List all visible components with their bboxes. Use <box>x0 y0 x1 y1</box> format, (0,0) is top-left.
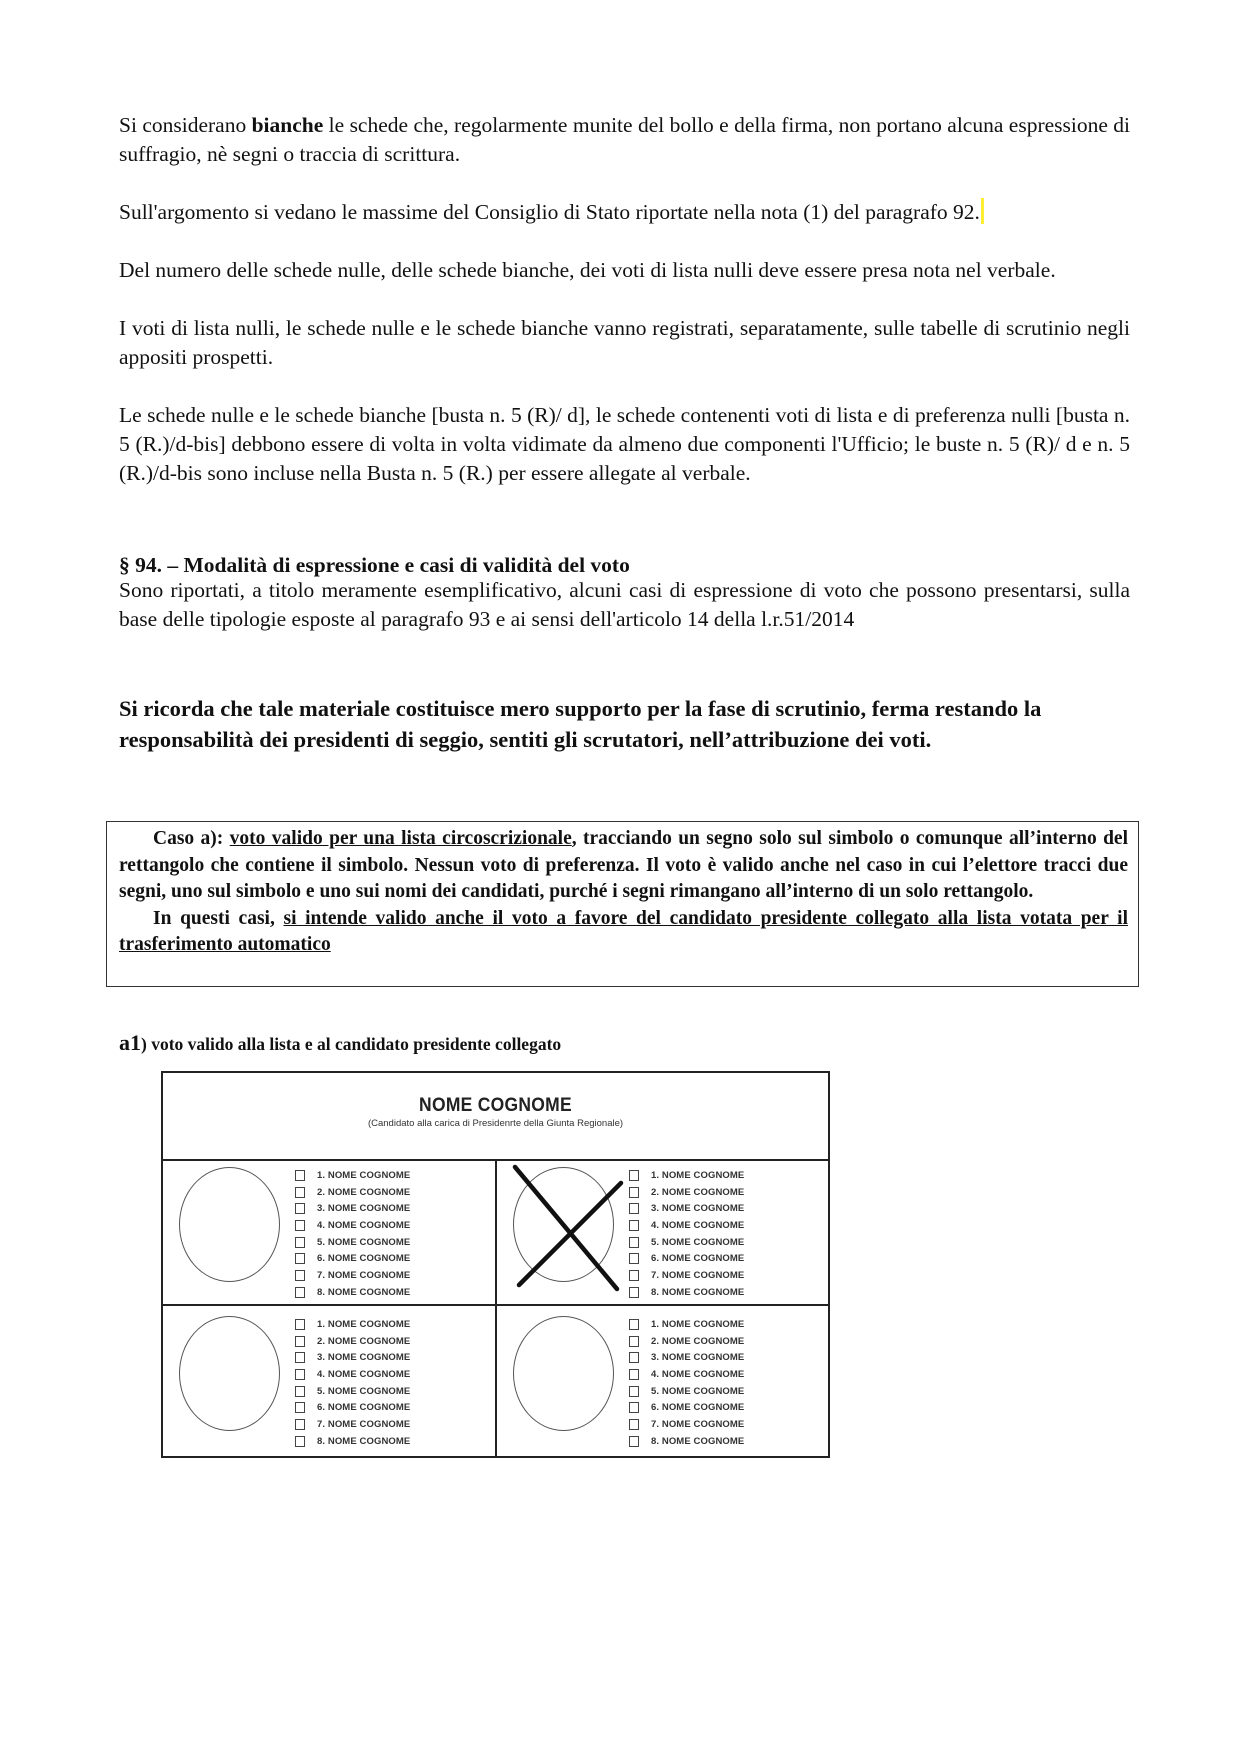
preference-checkbox[interactable] <box>629 1402 639 1413</box>
candidate-name: 1. NOME COGNOME <box>317 1318 411 1330</box>
candidate-name: 1. NOME COGNOME <box>317 1169 411 1181</box>
candidate-row <box>629 1333 744 1350</box>
candidate-list <box>295 1316 410 1450</box>
case-a-note <box>119 906 1128 959</box>
preference-checkbox[interactable] <box>295 1352 305 1363</box>
case-label: Caso a): <box>153 828 230 849</box>
section-heading: § 94. – Modalità di espressione e casi di validità del voto <box>119 553 630 577</box>
list-symbol-circle <box>179 1316 280 1431</box>
x-mark-icon <box>505 1159 635 1297</box>
candidate-name: 3. NOME COGNOME <box>317 1352 411 1364</box>
candidate-row <box>629 1383 744 1400</box>
list-cell-top-right <box>497 1159 828 1306</box>
preference-checkbox[interactable] <box>629 1386 639 1397</box>
candidate-row <box>295 1234 410 1251</box>
candidate-name: 8. NOME COGNOME <box>317 1435 411 1447</box>
candidate-name: 4. NOME COGNOME <box>651 1368 745 1380</box>
candidate-row <box>629 1366 744 1383</box>
candidate-row <box>295 1250 410 1267</box>
candidate-name: 6. NOME COGNOME <box>317 1253 411 1265</box>
candidate-row <box>629 1234 744 1251</box>
preference-checkbox[interactable] <box>295 1336 305 1347</box>
list-symbol-circle <box>513 1316 614 1431</box>
preference-checkbox[interactable] <box>295 1419 305 1430</box>
candidate-row <box>629 1250 744 1267</box>
case-note-underlined: si intende valido anche il voto a favore del candidato presidente collegato alla lista votata per il trasferimento automatico <box>119 907 1128 956</box>
preference-checkbox[interactable] <box>295 1287 305 1298</box>
preference-checkbox[interactable] <box>295 1253 305 1264</box>
ballot-header <box>163 1073 828 1161</box>
text: le schede che, regolarmente munite del bollo e della firma, non portano alcuna espressione di suffragio, nè segni o traccia di scrittura. <box>119 113 1131 166</box>
bold-term: bianche <box>251 113 324 137</box>
candidate-row <box>295 1200 410 1217</box>
text: Si considerano <box>119 113 252 137</box>
candidate-name: 2. NOME COGNOME <box>317 1335 411 1347</box>
preference-checkbox[interactable] <box>295 1203 305 1214</box>
case-note-pre: In questi casi, <box>153 907 284 929</box>
president-name: NOME COGNOME <box>419 1095 572 1116</box>
preference-checkbox[interactable] <box>629 1237 639 1248</box>
candidate-row <box>295 1416 410 1433</box>
section-intro: Sono riportati, a titolo meramente esemplificativo, alcuni casi di espressione di voto che possono presentarsi, sulla base delle tipologie esposte al paragrafo 93 e ai sensi dell'articolo 14 della l.r.51/2014 <box>119 578 1130 631</box>
preference-checkbox[interactable] <box>629 1270 639 1281</box>
list-cell-bottom-right <box>497 1306 828 1456</box>
candidate-list <box>629 1316 744 1450</box>
preference-checkbox[interactable] <box>295 1270 305 1281</box>
preference-checkbox[interactable] <box>629 1352 639 1363</box>
paragraph-blank-ballots <box>119 111 1130 169</box>
example-a1-label <box>119 1030 561 1056</box>
candidate-row <box>629 1184 744 1201</box>
paragraph-council-reference <box>119 198 1130 227</box>
preference-checkbox[interactable] <box>295 1369 305 1380</box>
list-symbol-circle <box>179 1167 280 1282</box>
preference-checkbox[interactable] <box>629 1220 639 1231</box>
candidate-name: 7. NOME COGNOME <box>651 1269 745 1281</box>
preference-checkbox[interactable] <box>295 1402 305 1413</box>
candidate-name: 5. NOME COGNOME <box>317 1385 411 1397</box>
paragraph-envelopes: Le schede nulle e le schede bianche [busta n. 5 (R)/ d], le schede contenenti voti di lista e di preferenza nulli [busta n. 5 (R.)/d-bis] debbono essere di volta in volta vidimate da almeno due componenti l'Ufficio; le buste n. 5 (R)/ d e n. 5 (R.)/d-bis sono incluse nella Busta n. 5 (R.) per essere allegate al verbale. <box>119 403 1130 485</box>
text: Sull'argomento si vedano le massime del Consiglio di Stato riportate nella nota (1) del paragrafo 92. <box>119 200 980 224</box>
preference-checkbox[interactable] <box>629 1319 639 1330</box>
candidate-name: 5. NOME COGNOME <box>317 1236 411 1248</box>
candidate-name: 4. NOME COGNOME <box>317 1368 411 1380</box>
preference-checkbox[interactable] <box>629 1336 639 1347</box>
example-prefix: a1 <box>119 1030 141 1055</box>
candidate-row <box>629 1200 744 1217</box>
preference-checkbox[interactable] <box>295 1436 305 1447</box>
candidate-name: 7. NOME COGNOME <box>317 1418 411 1430</box>
candidate-row <box>629 1217 744 1234</box>
candidate-row <box>295 1167 410 1184</box>
paragraph-record-note: Del numero delle schede nulle, delle schede bianche, dei voti di lista nulli deve essere presa nota nel verbale. <box>119 258 1056 282</box>
candidate-name: 2. NOME COGNOME <box>651 1186 745 1198</box>
preference-checkbox[interactable] <box>295 1170 305 1181</box>
preference-checkbox[interactable] <box>629 1187 639 1198</box>
candidate-row <box>295 1184 410 1201</box>
candidate-name: 7. NOME COGNOME <box>317 1269 411 1281</box>
candidate-list <box>629 1167 744 1301</box>
example-text: ) voto valido alla lista e al candidato presidente collegato <box>141 1034 562 1054</box>
candidate-name: 4. NOME COGNOME <box>651 1219 745 1231</box>
candidate-name: 8. NOME COGNOME <box>317 1286 411 1298</box>
candidate-list <box>295 1167 410 1301</box>
list-cell-bottom-left <box>163 1306 497 1456</box>
preference-checkbox[interactable] <box>629 1369 639 1380</box>
case-a-box <box>106 821 1139 987</box>
president-subtitle: (Candidato alla carica di Presidenrte della Giunta Regionale) <box>367 1118 624 1129</box>
ballot-example <box>161 1071 830 1458</box>
responsibility-note: Si ricorda che tale materiale costituisce mero supporto per la fase di scrutinio, ferma restando la responsabilità dei presidenti di seggio, sentiti gli scrutatori, nell’attribuzione dei voti. <box>119 696 1042 752</box>
candidate-row <box>629 1399 744 1416</box>
candidate-row <box>295 1217 410 1234</box>
preference-checkbox[interactable] <box>629 1436 639 1447</box>
preference-checkbox[interactable] <box>629 1253 639 1264</box>
candidate-row <box>629 1349 744 1366</box>
candidate-name: 1. NOME COGNOME <box>651 1318 745 1330</box>
preference-checkbox[interactable] <box>629 1419 639 1430</box>
preference-checkbox[interactable] <box>629 1170 639 1181</box>
candidate-name: 2. NOME COGNOME <box>317 1186 411 1198</box>
candidate-row <box>295 1349 410 1366</box>
candidate-name: 5. NOME COGNOME <box>651 1236 745 1248</box>
candidate-name: 4. NOME COGNOME <box>317 1219 411 1231</box>
candidate-name: 2. NOME COGNOME <box>651 1335 745 1347</box>
candidate-name: 3. NOME COGNOME <box>651 1203 745 1215</box>
candidate-row <box>295 1366 410 1383</box>
candidate-name: 8. NOME COGNOME <box>651 1435 745 1447</box>
candidate-name: 8. NOME COGNOME <box>651 1286 745 1298</box>
candidate-row <box>629 1167 744 1184</box>
candidate-row <box>629 1316 744 1333</box>
candidate-row <box>295 1433 410 1450</box>
preference-checkbox[interactable] <box>629 1203 639 1214</box>
candidate-name: 1. NOME COGNOME <box>651 1169 745 1181</box>
case-a-description <box>119 826 1128 906</box>
candidate-name: 3. NOME COGNOME <box>651 1352 745 1364</box>
list-cell-top-left <box>163 1159 497 1306</box>
paragraph-registration: I voti di lista nulli, le schede nulle e le schede bianche vanno registrati, separatamente, sulle tabelle di scrutinio negli appositi prospetti. <box>119 316 1130 369</box>
case-body: , tracciando un segno solo sul simbolo o comunque all’interno del rettangolo che contiene il simbolo. Nessun voto di preferenza. Il voto è valido anche nel caso in cui l’elettore tracci due segni, uno sul simbolo e uno sui nomi dei candidati, purché i segni rimangano all’interno di un solo rettangolo. <box>119 828 1128 903</box>
candidate-row <box>629 1284 744 1301</box>
candidate-row <box>295 1267 410 1284</box>
preference-checkbox[interactable] <box>295 1220 305 1231</box>
candidate-name: 6. NOME COGNOME <box>651 1402 745 1414</box>
candidate-row <box>295 1316 410 1333</box>
candidate-row <box>629 1267 744 1284</box>
highlight-mark <box>981 198 984 224</box>
candidate-name: 6. NOME COGNOME <box>651 1253 745 1265</box>
candidate-row <box>629 1416 744 1433</box>
candidate-name: 6. NOME COGNOME <box>317 1402 411 1414</box>
preference-checkbox[interactable] <box>295 1386 305 1397</box>
candidate-row <box>295 1383 410 1400</box>
preference-checkbox[interactable] <box>629 1287 639 1298</box>
preference-checkbox[interactable] <box>295 1187 305 1198</box>
case-title: voto valido per una lista circoscrizionale <box>229 828 572 849</box>
candidate-name: 7. NOME COGNOME <box>651 1418 745 1430</box>
candidate-name: 3. NOME COGNOME <box>317 1203 411 1215</box>
candidate-row <box>295 1399 410 1416</box>
candidate-name: 5. NOME COGNOME <box>651 1385 745 1397</box>
candidate-row <box>629 1433 744 1450</box>
preference-checkbox[interactable] <box>295 1319 305 1330</box>
candidate-row <box>295 1284 410 1301</box>
candidate-row <box>295 1333 410 1350</box>
preference-checkbox[interactable] <box>295 1237 305 1248</box>
